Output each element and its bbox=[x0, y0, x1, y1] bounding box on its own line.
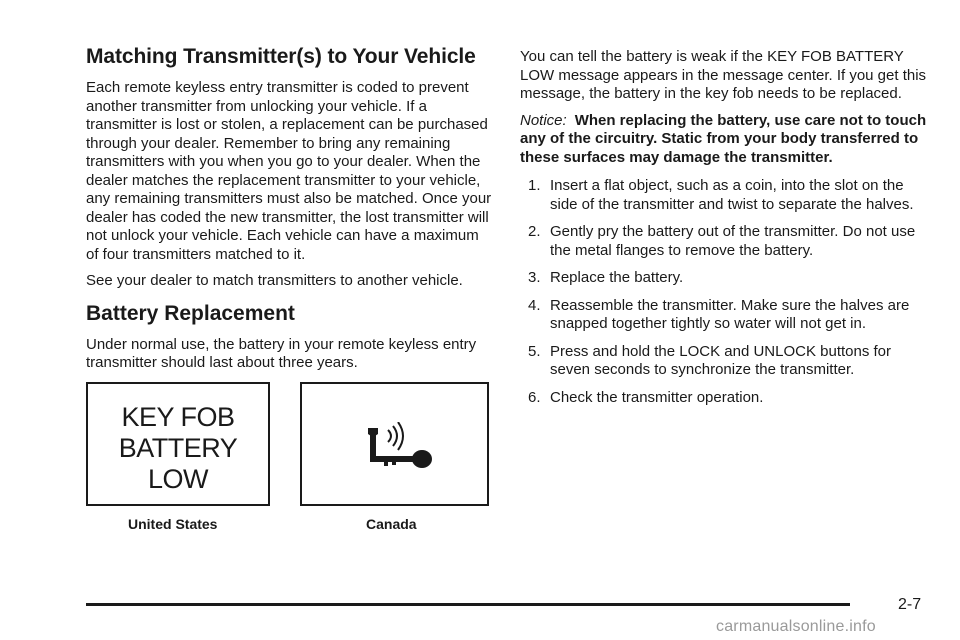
us-message-line1: KEY FOB bbox=[121, 402, 235, 432]
step-number: 1. bbox=[528, 177, 541, 194]
battery-life-paragraph: Under normal use, the battery in your remote keyless entry transmitter should last about three years. bbox=[86, 335, 477, 371]
site-watermark: carmanualsonline.info bbox=[716, 618, 876, 635]
notice-paragraph bbox=[520, 112, 930, 168]
key-fob-battery-icon bbox=[366, 422, 434, 472]
us-message-display bbox=[86, 382, 270, 506]
step-text: Insert a flat object, such as a coin, into the slot on the side of the transmitter and twist to separate the halves. bbox=[550, 177, 914, 213]
section-heading-matching: Matching Transmitter(s) to Your Vehicle bbox=[86, 45, 476, 68]
canada-caption: Canada bbox=[366, 516, 417, 532]
step-text: Reassemble the transmitter. Make sure the halves are snapped together tightly so water will not get in. bbox=[550, 296, 910, 332]
us-message-line2: BATTERY bbox=[118, 433, 238, 463]
step-text: Press and hold the LOCK and UNLOCK buttons for seven seconds to synchronize the transmitter. bbox=[550, 342, 892, 378]
step-number: 5. bbox=[528, 342, 541, 360]
replacement-steps bbox=[520, 177, 930, 407]
step-number: 3. bbox=[528, 269, 541, 286]
step-item bbox=[520, 297, 930, 334]
step-item bbox=[520, 343, 930, 380]
weak-battery-paragraph: You can tell the battery is weak if the KEY FOB BATTERY LOW message appears in the message center. If you get this message, the battery in the key fob needs to be replaced. bbox=[520, 48, 927, 102]
matching-paragraph: Each remote keyless entry transmitter is coded to prevent another transmitter from unlocking your vehicle. If a transmitter is lost or stolen, a replacement can be purchased through your dealer. Remember to bring any remaining transmitters with you when you go to your dealer. When the dealer matches the replacement transmitter to your vehicle, any remaining transmitters must also be matched. Once your dealer has coded the new transmitter, the lost transmitter will not unlock your vehicle. Each vehicle can have a maximum of four transmitters matched to it. bbox=[86, 79, 492, 263]
step-text: Replace the battery. bbox=[550, 269, 684, 286]
notice-label: Notice: bbox=[520, 111, 567, 129]
page-number: 2-7 bbox=[898, 596, 922, 613]
step-item bbox=[520, 389, 930, 408]
step-number: 6. bbox=[528, 388, 541, 406]
step-item bbox=[520, 223, 930, 260]
canada-message-display bbox=[300, 382, 489, 506]
step-text: Check the transmitter operation. bbox=[550, 388, 764, 406]
step-text: Gently pry the battery out of the transmitter. Do not use the metal flanges to remove the battery. bbox=[550, 223, 916, 259]
message-figures bbox=[86, 382, 490, 542]
step-number: 2. bbox=[528, 223, 541, 240]
us-message-line3: LOW bbox=[147, 464, 208, 494]
step-item bbox=[520, 177, 930, 214]
section-heading-battery: Battery Replacement bbox=[86, 301, 295, 325]
right-column bbox=[520, 48, 930, 416]
left-column bbox=[86, 44, 492, 381]
notice-text: When replacing the battery, use care not to touch any of the circuitry. Static from your body transferred to these surfaces may damage the transmitter. bbox=[520, 111, 927, 166]
us-caption: United States bbox=[128, 516, 218, 532]
footer-rule bbox=[86, 603, 850, 606]
us-message-text bbox=[88, 402, 268, 495]
dealer-paragraph: See your dealer to match transmitters to another vehicle. bbox=[86, 272, 463, 289]
step-item bbox=[520, 269, 930, 288]
step-number: 4. bbox=[528, 296, 541, 314]
